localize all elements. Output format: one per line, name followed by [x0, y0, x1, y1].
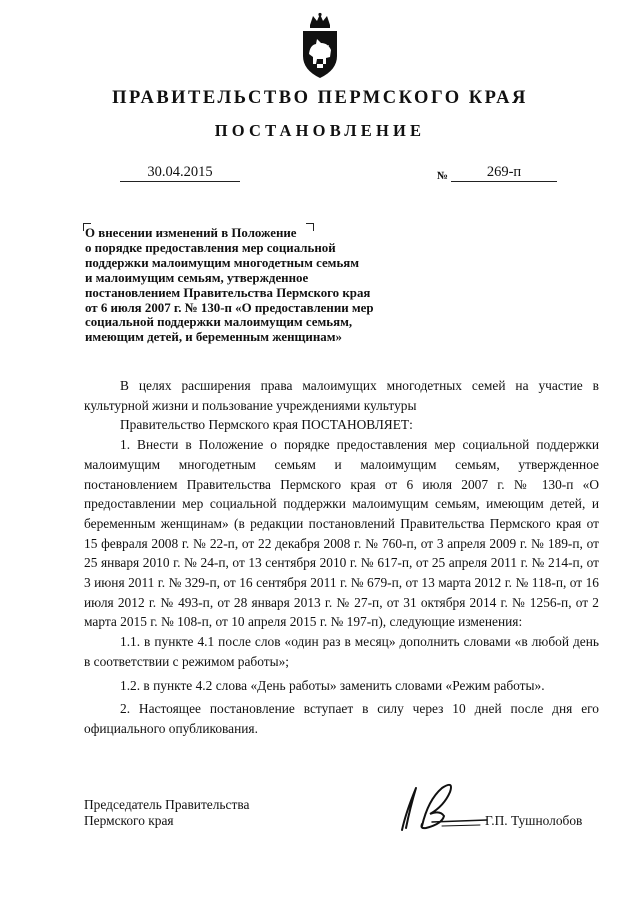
signer-name: Г.П. Тушнолобов	[485, 813, 583, 828]
subject-line: поддержки малоимущим многодетным семьям	[85, 255, 360, 270]
subject-line: и малоимущим семьям, утвержденное	[85, 270, 309, 285]
signer-title	[84, 797, 249, 829]
document-number: 269-п	[451, 164, 557, 182]
document-subject	[85, 226, 425, 345]
number-label: №	[437, 170, 449, 182]
document-type: ПОСТАНОВЛЕНИЕ	[214, 121, 426, 140]
subject-line: от 6 июля 2007 г. № 130-п «О предоставлении мер	[85, 300, 374, 315]
coat-of-arms-icon	[297, 12, 343, 80]
clause-1-paragraph: 1. Внести в Положение о порядке предоставления мер социальной поддержки малоимущим многодетным семьям и малоимущим семьям, утвержденное постановлением Правительства Пермского края от 6 июля 2007 г. № 130-п «О предоставлении мер социальной поддержки малоимущим семьям, имеющим детей, и беременным женщинам» (в редакции постановлений Правительства Пермского края от 15 февраля 2008 г. № 22-п, от 22 декабря 2008 г. № 760-п, от 3 апреля 2009 г. № 189-п, от 25 января 2010 г. № 24-п, от 13 сентября 2010 г. № 617-п, от 25 апреля 2011 г. № 214-п, от 3 июня 2011 г. № 329-п, от 16 сентября 2011 г. № 679-п, от 13 марта 2012 г. № 118-п, от 16 июля 2012 г. № 493-п, от 28 января 2013 г. № 27-п, от 31 октября 2014 г. № 1256-п, от 2 марта 2015 г. № 108-п, от 10 апреля 2015 г. № 197-п), следующие изменения:	[84, 437, 599, 630]
document-body	[84, 376, 599, 739]
signature-icon	[392, 778, 492, 836]
subject-line: о порядке предоставления мер социальной	[85, 240, 336, 255]
government-title: ПРАВИТЕЛЬСТВО ПЕРМСКОГО КРАЯ	[112, 88, 528, 108]
clause-1-1-paragraph: 1.1. в пункте 4.1 после слов «один раз в месяц» дополнить словами «в любой день в соответствии с режимом работы»;	[84, 634, 599, 669]
signer-title-line: Председатель Правительства	[84, 797, 250, 812]
subject-line: постановлением Правительства Пермского края	[85, 285, 371, 300]
resolution-paragraph: Правительство Пермского края ПОСТАНОВЛЯЕТ:	[120, 417, 413, 433]
preamble-paragraph: В целях расширения права малоимущих многодетных семей на участие в культурной жизни и пользование учреждениями культуры	[84, 378, 599, 413]
subject-line: О внесении изменений в Положение	[85, 226, 297, 240]
clause-1-2-paragraph: 1.2. в пункте 4.2 слова «День работы» заменить словами «Режим работы».	[120, 677, 545, 693]
document-date: 30.04.2015	[120, 164, 240, 182]
subject-line: социальной поддержки малоимущим семьям,	[85, 315, 353, 330]
clause-2-paragraph: 2. Настоящее постановление вступает в силу через 10 дней после дня его официального опубликования.	[84, 701, 599, 736]
signer-title-line: Пермского края	[84, 813, 174, 828]
subject-line: имеющим детей, и беременным женщинам»	[85, 330, 342, 345]
